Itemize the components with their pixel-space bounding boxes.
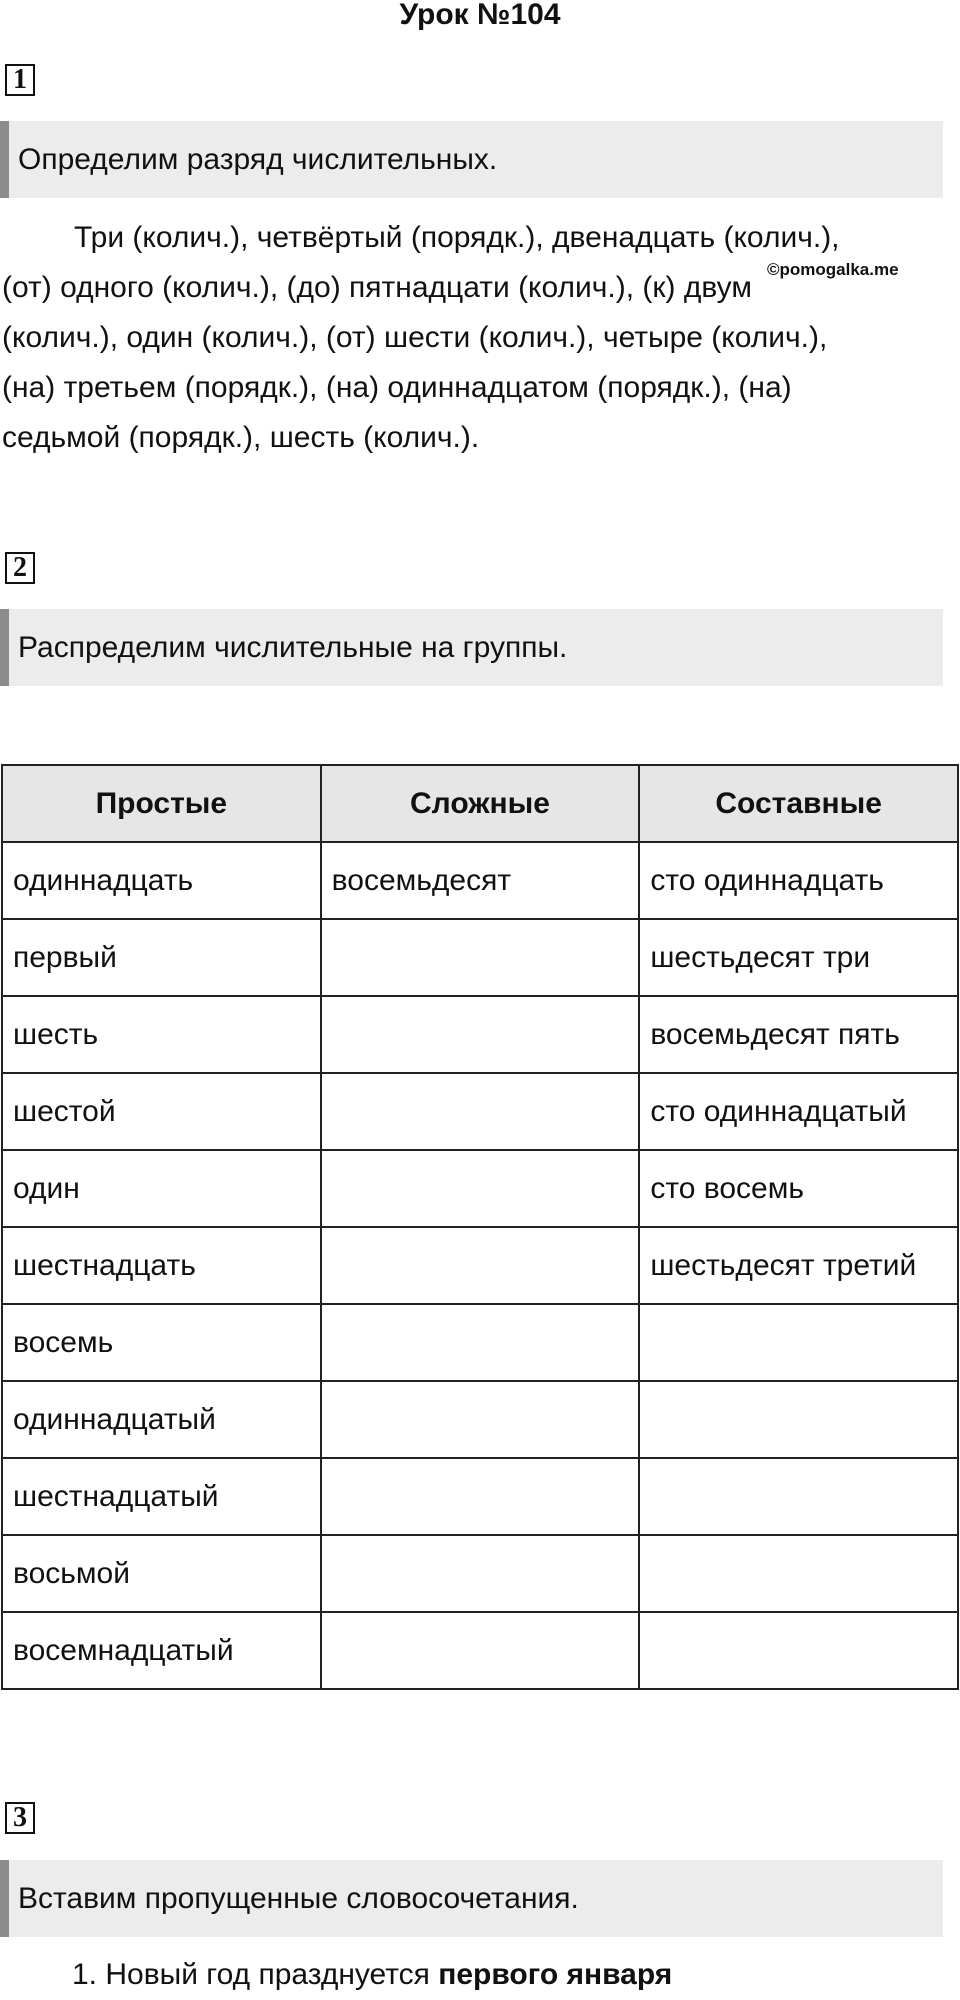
- numerals-groups-table: [1, 764, 959, 1690]
- table-cell: шестой: [2, 1073, 321, 1150]
- task-number-1: 1: [5, 64, 35, 96]
- table-cell: [321, 1227, 640, 1304]
- table-row: [2, 842, 958, 919]
- table-cell: [321, 1612, 640, 1689]
- table-cell: [321, 1381, 640, 1458]
- answer-line: Три (колич.), четвёртый (порядк.), двенадцать (колич.),: [74, 221, 840, 254]
- column-header: Составные: [639, 765, 958, 842]
- table-cell: [639, 1612, 958, 1689]
- table-row: [2, 1612, 958, 1689]
- table-cell: сто восемь: [639, 1150, 958, 1227]
- table-row: [2, 1304, 958, 1381]
- table-cell: восемьдесят: [321, 842, 640, 919]
- table-header-row: [2, 765, 958, 842]
- table-cell: шестьдесят третий: [639, 1227, 958, 1304]
- answer-line: (на) третьем (порядк.), (на) одиннадцатом (порядк.), (на): [2, 371, 792, 404]
- table-cell: один: [2, 1150, 321, 1227]
- task1-banner: Определим разряд числительных.: [0, 121, 943, 198]
- table-cell: одиннадцать: [2, 842, 321, 919]
- answer-line: (колич.), один (колич.), (от) шести (колич.), четыре (колич.),: [2, 321, 828, 354]
- watermark: ©pomogalka.me: [767, 260, 899, 279]
- task2-banner: Распределим числительные на группы.: [0, 609, 943, 686]
- table-cell: [321, 1150, 640, 1227]
- table-cell: [321, 1458, 640, 1535]
- table-cell: [321, 1304, 640, 1381]
- table-cell: первый: [2, 919, 321, 996]
- table-row: [2, 996, 958, 1073]
- task3-item-1: [72, 1958, 672, 1992]
- item-text: 1. Новый год празднуется: [72, 1958, 439, 1991]
- table-cell: сто одиннадцать: [639, 842, 958, 919]
- table-cell: [321, 1073, 640, 1150]
- page-title: Урок №104: [399, 0, 561, 31]
- table-cell: шестьдесят три: [639, 919, 958, 996]
- column-header: Простые: [2, 765, 321, 842]
- table-cell: [321, 996, 640, 1073]
- task3-banner: Вставим пропущенные словосочетания.: [0, 1860, 943, 1937]
- task-number-3: 3: [5, 1802, 35, 1834]
- task-number-2: 2: [5, 552, 35, 584]
- table-row: [2, 1458, 958, 1535]
- table-row: [2, 919, 958, 996]
- column-header: Сложные: [321, 765, 640, 842]
- table-row: [2, 1381, 958, 1458]
- table-cell: [321, 1535, 640, 1612]
- table-row: [2, 1535, 958, 1612]
- table-cell: шестнадцатый: [2, 1458, 321, 1535]
- task1-answer-paragraph: [2, 213, 942, 463]
- table-cell: [321, 919, 640, 996]
- table-cell: [639, 1304, 958, 1381]
- item-answer-bold: первого января: [438, 1958, 673, 1991]
- table-cell: восемнадцатый: [2, 1612, 321, 1689]
- table-row: [2, 1150, 958, 1227]
- table-cell: шестнадцать: [2, 1227, 321, 1304]
- table-cell: [639, 1381, 958, 1458]
- table-cell: восьмой: [2, 1535, 321, 1612]
- table-row: [2, 1227, 958, 1304]
- table-row: [2, 1073, 958, 1150]
- answer-line: седьмой (порядк.), шесть (колич.).: [2, 421, 480, 454]
- table-cell: [639, 1458, 958, 1535]
- answer-line: (от) одного (колич.), (до) пятнадцати (колич.), (к) двум: [2, 271, 752, 304]
- table-cell: одиннадцатый: [2, 1381, 321, 1458]
- table-cell: сто одиннадцатый: [639, 1073, 958, 1150]
- table-cell: [639, 1535, 958, 1612]
- table-cell: восемьдесят пять: [639, 996, 958, 1073]
- table-cell: восемь: [2, 1304, 321, 1381]
- table-cell: шесть: [2, 996, 321, 1073]
